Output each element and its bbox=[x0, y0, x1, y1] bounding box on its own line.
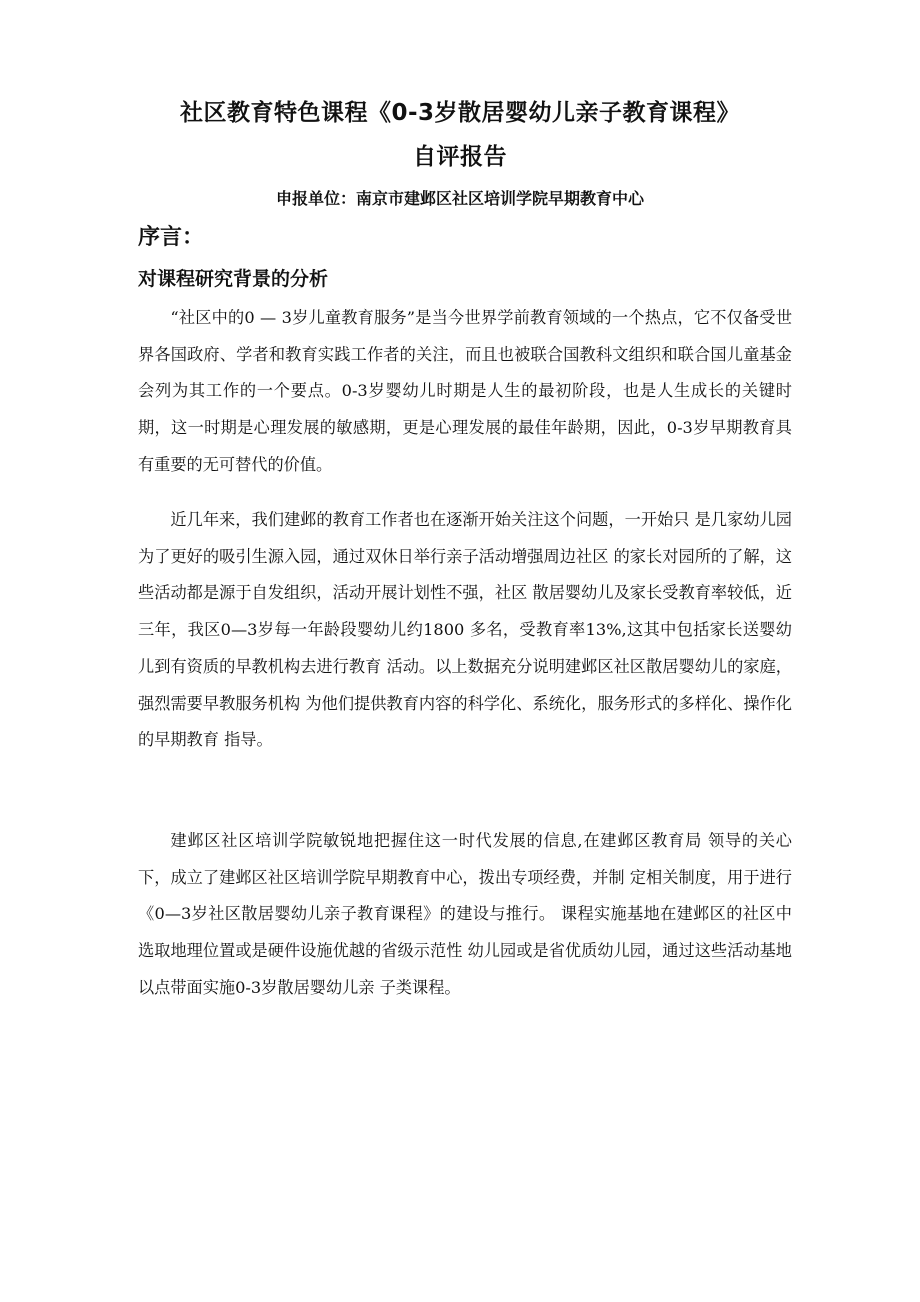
paragraph-1: “社区中的0 — 3岁儿童教育服务”是当今世界学前教育领域的一个热点，它不仅备受世界各国政府、学者和教育实践工作者的关注，而且也被联合国教科文组织和联合国儿童基金会列为其工作的一个要点。0-3岁婴幼儿时期是人生的最初阶段，也是人生成长的关键时期，这一时期是心理发展的敏感期，更是心理发展的最佳年龄期，因此，0-3岁早期教育具有重要的无可替代的价值。 bbox=[138, 308, 792, 474]
section-heading: 对课程研究背景的分析 bbox=[138, 268, 329, 290]
document-title: 社区教育特色课程《0-3岁散居婴幼儿亲子教育课程》 bbox=[179, 100, 741, 126]
applicant-unit: 申报单位：南京市建邺区社区培训学院早期教育中心 bbox=[275, 189, 644, 208]
document-subtitle: 自评报告 bbox=[413, 144, 507, 170]
paragraph-3: 建邺区社区培训学院敏锐地把握住这一时代发展的信息,在建邺区教育局 领导的关心下，成立了建邺区社区培训学院早期教育中心，拨出专项经费，并制 定相关制度，用于进行《0—3岁社区散居婴幼儿亲子教育课程》的建设与推行。 课程实施基地在建邺区的社区中选取地理位置或是硬件设施优越的省级示范性 幼儿园或是省优质幼儿园，通过这些活动基地以点带面实施0-3岁散居婴幼儿亲 子类课程。 bbox=[138, 831, 792, 997]
paragraph-2: 近几年来，我们建邺的教育工作者也在逐渐开始关注这个问题，一开始只 是几家幼儿园为了更好的吸引生源入园，通过双休日举行亲子活动增强周边社区 的家长对园所的了解，这些活动都是源于自发组织，活动开展计划性不强，社区 散居婴幼儿及家长受教育率较低，近三年，我区0—3岁每一年龄段婴幼儿约1800 多名，受教育率13%,这其中包括家长送婴幼儿到有资质的早教机构去进行教育 活动。以上数据充分说明建邺区社区散居婴幼儿的家庭，强烈需要早教服务机构 为他们提供教育内容的科学化、系统化，服务形式的多样化、操作化的早期教育 指导。 bbox=[138, 510, 792, 750]
preface-heading: 序言： bbox=[138, 225, 205, 250]
